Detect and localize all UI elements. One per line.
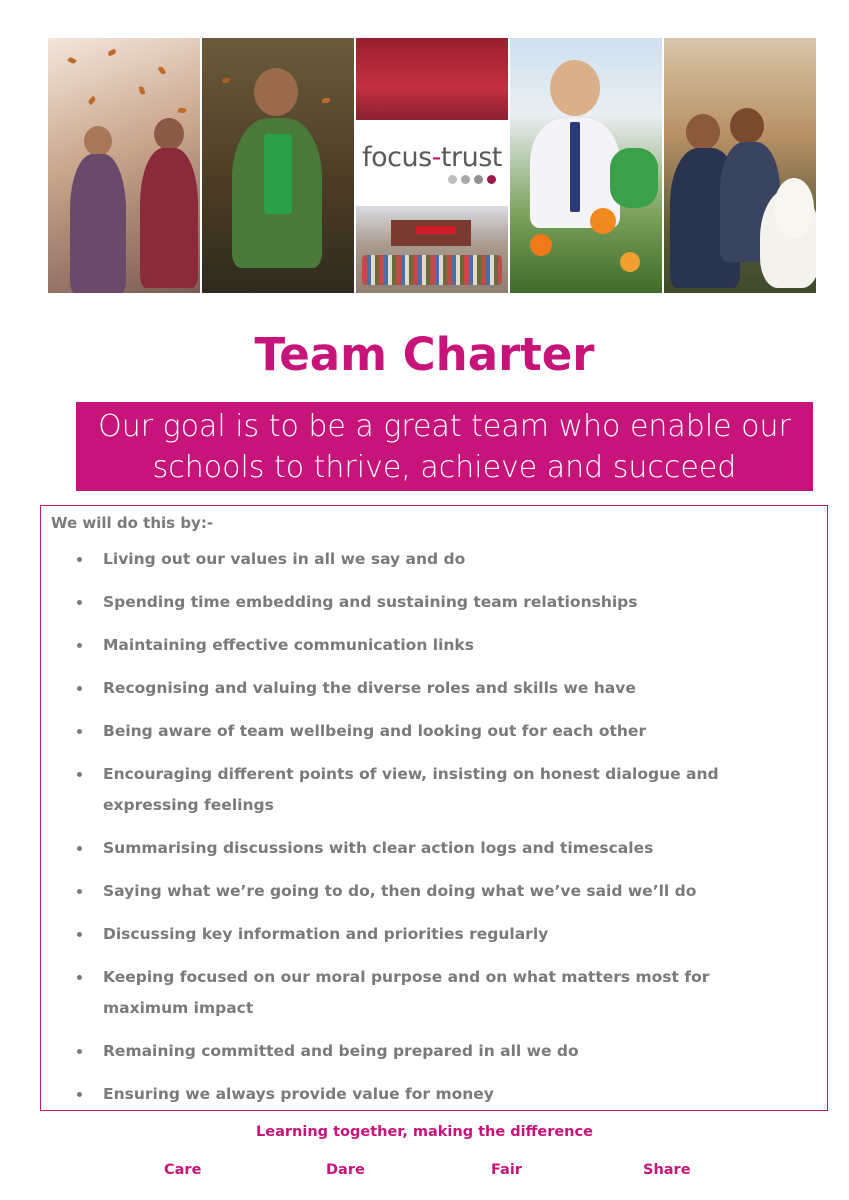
list-item: Spending time embedding and sustaining team relationships — [41, 587, 827, 618]
charter-intro: We will do this by:- — [51, 514, 214, 532]
logo-dots — [448, 175, 496, 184]
bullet-icon — [77, 1092, 82, 1097]
photo-pupils-classroom — [356, 38, 508, 120]
list-item: Saying what we’re going to do, then doing what we’ve said we’ll do — [41, 876, 827, 907]
list-item: Summarising discussions with clear action logs and timescales — [41, 833, 827, 864]
list-item: Encouraging different points of view, insisting on honest dialogue and expressing feelings — [41, 759, 827, 821]
bullet-icon — [77, 846, 82, 851]
list-item: Maintaining effective communication links — [41, 630, 827, 661]
bullet-icon — [77, 729, 82, 734]
value-care: Care — [164, 1162, 202, 1178]
bullet-icon — [77, 772, 82, 777]
logo-dot — [448, 175, 457, 184]
list-item: Remaining committed and being prepared in all we do — [41, 1036, 827, 1067]
page-title: Team Charter — [254, 328, 595, 381]
values-row — [0, 1162, 849, 1182]
logo-dot — [487, 175, 496, 184]
bullet-icon — [77, 889, 82, 894]
list-item: Being aware of team wellbeing and looking out for each other — [41, 716, 827, 747]
value-dare: Dare — [326, 1162, 365, 1178]
bullet-icon — [77, 600, 82, 605]
list-item: Ensuring we always provide value for money — [41, 1079, 827, 1110]
photo-boy-holding-leaf — [202, 38, 354, 293]
bullet-icon — [77, 557, 82, 562]
value-share: Share — [643, 1162, 691, 1178]
photo-school-group — [356, 206, 508, 293]
value-fair: Fair — [491, 1162, 522, 1178]
goal-line-2: schools to thrive, achieve and succeed — [152, 449, 737, 485]
bullet-icon — [77, 932, 82, 937]
photo-boys-with-ducks — [664, 38, 816, 293]
goal-banner — [76, 402, 813, 491]
photo-children-autumn-leaves — [48, 38, 200, 293]
charter-box — [40, 505, 828, 1111]
photo-banner — [48, 38, 816, 293]
bullet-icon — [77, 643, 82, 648]
tagline: Learning together, making the difference — [256, 1124, 593, 1140]
focus-trust-logo: focus-trust — [356, 120, 508, 206]
logo-dot — [474, 175, 483, 184]
list-item: Recognising and valuing the diverse roles and skills we have — [41, 673, 827, 704]
bullet-icon — [77, 686, 82, 691]
list-item: Keeping focused on our moral purpose and on what matters most for maximum impact — [41, 962, 827, 1024]
list-item: Discussing key information and priorities regularly — [41, 919, 827, 950]
bullet-icon — [77, 1049, 82, 1054]
bullet-icon — [77, 975, 82, 980]
goal-line-1: Our goal is to be a great team who enable our — [98, 408, 791, 444]
list-item: Living out our values in all we say and do — [41, 544, 827, 575]
focus-trust-logo-panel — [356, 38, 508, 293]
logo-dot — [461, 175, 470, 184]
charter-list — [41, 544, 827, 1122]
photo-girl-watering-flowers — [510, 38, 662, 293]
